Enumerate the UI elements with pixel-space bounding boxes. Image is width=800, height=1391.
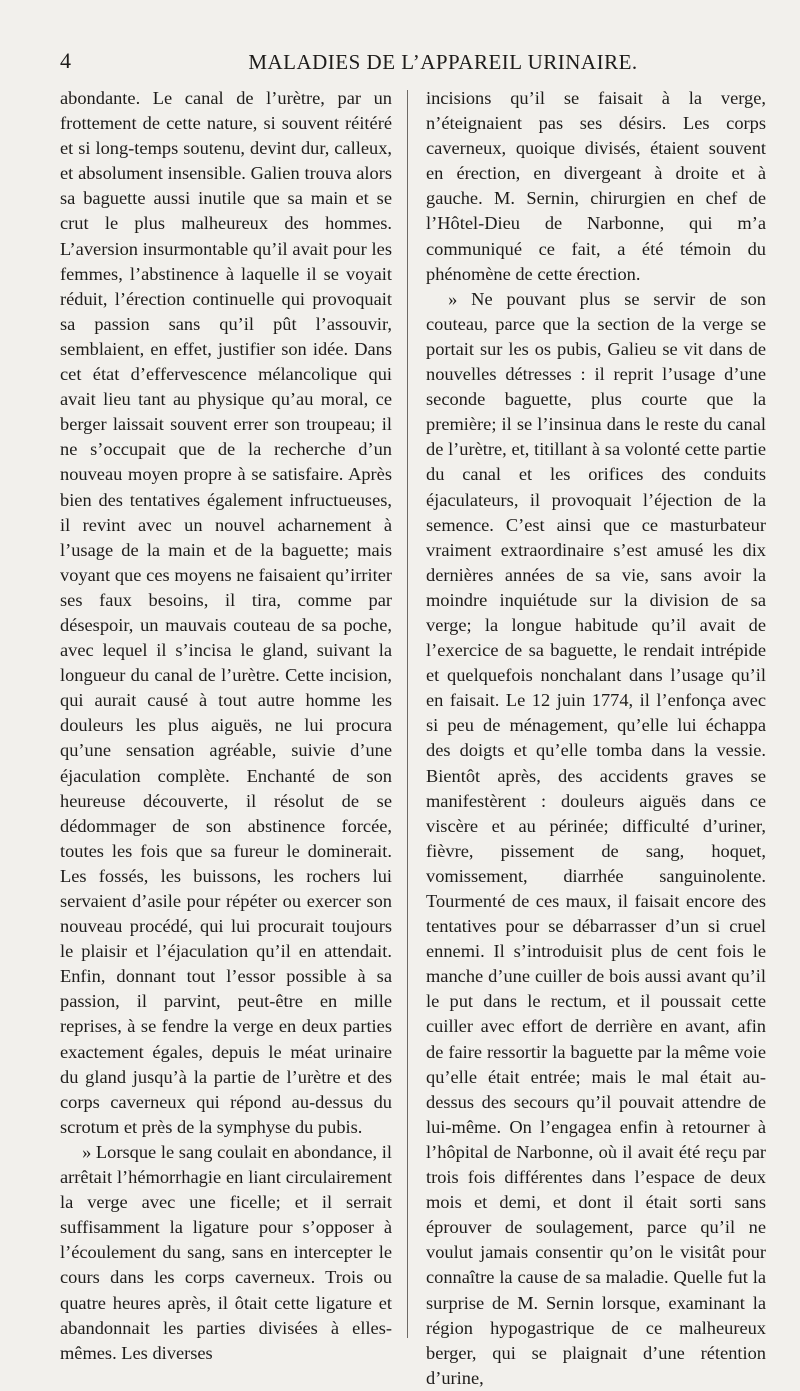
paragraph: incisions qu’il se faisait à la verge, n’éteignaient pas ses désirs. Les corps caverneux, quoique divisés, étaient souvent en érection, en divergeant à droite et à gauche. M. Sernin, chirurgien en chef de l’Hôtel-Dieu de Narbonne, qui m’a communiqué ce fait, a été témoin du phénomène de cette érection. — [426, 88, 766, 284]
paragraph: abondante. Le canal de l’urètre, par un frottement de cette nature, si souvent réitéré et si long-temps soutenu, devint dur, calleux, et absolument insensible. Galien trouva alors sa baguette aussi inutile que sa main et se crut le plus malheureux des hommes. L’aversion insurmontable qu’il avait pour les femmes, l’abstinence à laquelle il se voyait réduit, l’érection continuelle qui provoquait sa passion sans qu’il pût l’assouvir, semblaient, en effet, justifier son idée. Dans cet état d’effervescence mélancolique qui avait lieu tant au physique qu’au moral, ce berger laissait souvent errer son troupeau; il ne s’occupait que de la recherche d’un nouveau moyen propre à se satisfaire. Après bien des tentatives également infructueuses, il revint avec un nouvel acharnement à l’usage de la main et de la baguette; mais voyant que ces moyens ne faisaient qu’irriter ses faux besoins, il tira, comme par désespoir, un mauvais couteau de sa poche, avec lequel il s’incisa le gland, suivant la longueur du canal de l’urètre. Cette incision, qui aurait causé à tout autre homme les douleurs les plus aiguës, ne lui procura qu’une sensation agréable, suivie d’une éjaculation complète. Enchanté de son heureuse découverte, il résolut de se dédommager de son abstinence forcée, toutes les fois que sa fureur le dominerait. Les fossés, les buissons, les rochers lui servaient d’asile pour répéter ou exercer son nouveau procédé, qui lui procurait toujours le plaisir et l’éjaculation qu’il en attendait. Enfin, donnant tout l’essor possible à sa passion, il parvint, peut-être en mille reprises, à se fendre la verge en deux parties exactement égales, depuis le méat urinaire du gland jusqu’à la partie de l’urètre et des corps caverneux qui répond au-dessus du scrotum et près de la symphyse du pubis. — [60, 88, 392, 1137]
page-number: 4 — [60, 48, 71, 73]
right-column — [426, 86, 766, 1391]
running-head — [58, 48, 764, 78]
column-divider — [407, 90, 408, 1338]
left-column — [60, 86, 392, 1366]
paragraph: » Lorsque le sang coulait en abondance, il arrêtait l’hémorrhagie en liant circulairement la verge avec une ficelle; et il serrait suffisamment la ligature pour s’opposer à l’écoulement du sang, sans en intercepter le cours dans les corps caverneux. Trois ou quatre heures après, il ôtait cette ligature et abandonnait les parties divisées à elles-mêmes. Les diverses — [60, 1141, 392, 1363]
running-title: MALADIES DE L’APPAREIL URINAIRE. — [248, 50, 638, 74]
paragraph: » Ne pouvant plus se servir de son couteau, parce que la section de la verge se portait sur les os pubis, Galieu se vit dans de nouvelles détresses : il reprit l’usage d’une seconde baguette, plus courte que la première; il se l’insinua dans le reste du canal de l’urètre, et, titillant à sa volonté cette partie du canal et les orifices des conduits éjaculateurs, il provoquait l’éjection de la semence. C’est ainsi que ce masturbateur vraiment extraordinaire s’est amusé les dix dernières années de sa vie, sans avoir la moindre inquiétude sur la division de sa verge; la longue habitude qu’il avait de l’exercice de sa baguette, le rendait intrépide et quelquefois nonchalant dans l’usage qu’il en faisait. Le 12 juin 1774, il l’enfonça avec si peu de ménagement, qu’elle lui échappa des doigts et qu’elle tomba dans la vessie. Bientôt après, des accidents graves se manifestèrent : douleurs aiguës dans ce viscère et au périnée; difficulté d’uriner, fièvre, pissement de sang, hoquet, vomissement, diarrhée sanguinolente. Tourmenté de ces maux, il faisait encore des tentatives pour se débarrasser d’un si cruel ennemi. Il s’introduisit plus de cent fois le manche d’une cuiller de bois aussi avant qu’il le put dans le rectum, et il poussait cette cuiller avec effort de derrière en avant, afin de faire ressortir la baguette par la même voie qu’elle était entrée; mais le mal était au-dessus des secours qu’il pouvait attendre de lui-même. On l’engagea enfin à retourner à l’hôpital de Narbonne, où il avait été reçu par trois fois différentes dans l’espace de deux mois et demi, et dont il était sorti sans éprouver de soulagement, parce qu’il ne voulut jamais consentir qu’on le visitât pour connaître la cause de sa maladie. Quelle fut la surprise de M. Sernin lorsque, examinant la région hypogastrique de ce malheureux berger, qui se plaignait d’une rétention d’urine, — [426, 288, 766, 1388]
